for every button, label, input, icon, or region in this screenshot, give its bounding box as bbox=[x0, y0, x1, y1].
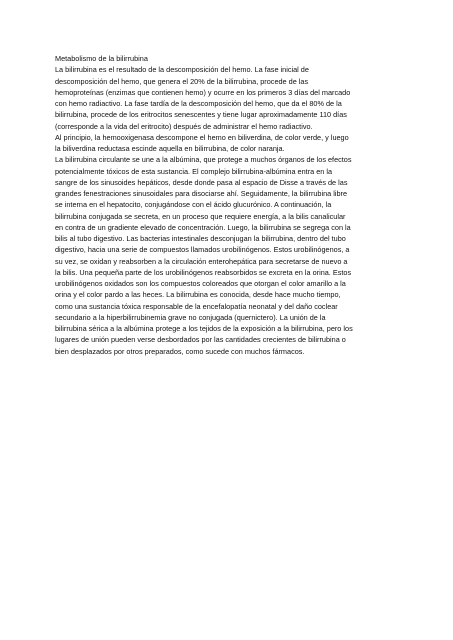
text-line-22: como una sustancia tóxica responsable de la encefalopatía neonatal y del daño coclear bbox=[55, 301, 338, 311]
text-line-10: potencialmente tóxicos de esta sustancia. El complejo bilirrubina-albúmina entra en la bbox=[55, 166, 333, 176]
text-line-2: descomposición del hemo, que genera el 20% de la bilirrubina, procede de las bbox=[55, 76, 309, 86]
text-line-16: bilis al tubo digestivo. Las bacterias intestinales desconjugan la bilirrubina, dentro del tubo bbox=[55, 234, 346, 243]
text-line-23: secundario a la hiperbilirrubinemia grave no conjugada (quernictero). La unión de la bbox=[55, 312, 326, 322]
text-line-1: La bilirrubina es el resultado de la descomposición del hemo. La fase inicial de bbox=[55, 65, 309, 75]
text-line-21: orina y el color pardo a las heces. La bilirrubina es conocida, desde hace mucho tiempo, bbox=[55, 290, 341, 300]
text-line-3: hemoproteínas (enzimas que contienen hemo) y ocurre en los primeros 3 días del marcado bbox=[55, 87, 351, 97]
document-body bbox=[55, 53, 405, 357]
text-line-19: la bilis. Una pequeña parte de los urobilinógenos reabsorbidos se excreta en la orina. Estos bbox=[55, 267, 352, 277]
text-line-24: bilirrubina sérica a la albúmina protege a los tejidos de la exposición a la bilirrubina, pero los bbox=[55, 324, 353, 333]
text-line-26: bien desplazados por otros preparados, como sucede con muchos fármacos. bbox=[55, 346, 305, 356]
text-line-20: urobilinógenos oxidados son los compuestos coloreados que otorgan el color amarillo a la bbox=[55, 279, 346, 288]
text-line-8: la biliverdina reductasa escinde aquella en bilirrubina, de color naranja. bbox=[55, 144, 285, 153]
text-line-15: en contra de un gradiente elevado de concentración. Luego, la bilirrubina se segrega con la bbox=[55, 222, 351, 232]
text-line-13: se interna en el hepatocito, conjugándose con el ácido glucurónico. A continuación, la bbox=[55, 200, 332, 210]
document-title: Metabolismo de la bilirrubina bbox=[55, 54, 148, 63]
text-line-6: (corresponde a la vida del eritrocito) después de administrar el hemo radiactivo. bbox=[55, 121, 313, 131]
text-line-14: bilirrubina conjugada se secreta, en un proceso que requiere energía, a la bilis canalicular bbox=[55, 211, 346, 221]
text-line-11: sangre de los sinusoides hepáticos, desde donde pasa al espacio de Disse a través de las bbox=[55, 177, 348, 187]
text-line-25: lugares de unión pueden verse desbordados por las cantidades crecientes de bilirrubina o bbox=[55, 335, 346, 345]
text-line-5: bilirrubina, procede de los eritrocitos senescentes y tiene lugar aproximadamente 110 días bbox=[55, 110, 347, 120]
text-line-9: La bilirrubina circulante se une a la albúmina, que protege a muchos órganos de los efectos bbox=[55, 155, 352, 165]
text-line-17: digestivo, hacia una serie de compuestos llamados urobilinógenos. Estos urobilinógenos, a bbox=[55, 245, 350, 255]
text-line-18: su vez, se oxidan y reabsorben a la circulación enterohepática para secretarse de nuevo a bbox=[55, 256, 348, 266]
text-line-4: con hemo radiactivo. La fase tardía de la descomposición del hemo, que da el 80% de la bbox=[55, 99, 342, 108]
text-line-12: grandes fenestraciones sinusoidales para disociarse ahí. Seguidamente, la bilirrubina libre bbox=[55, 189, 348, 198]
text-line-7: Al principio, la hemooxigenasa descompone el hemo en biliverdina, de color verde, y luego bbox=[55, 132, 349, 142]
